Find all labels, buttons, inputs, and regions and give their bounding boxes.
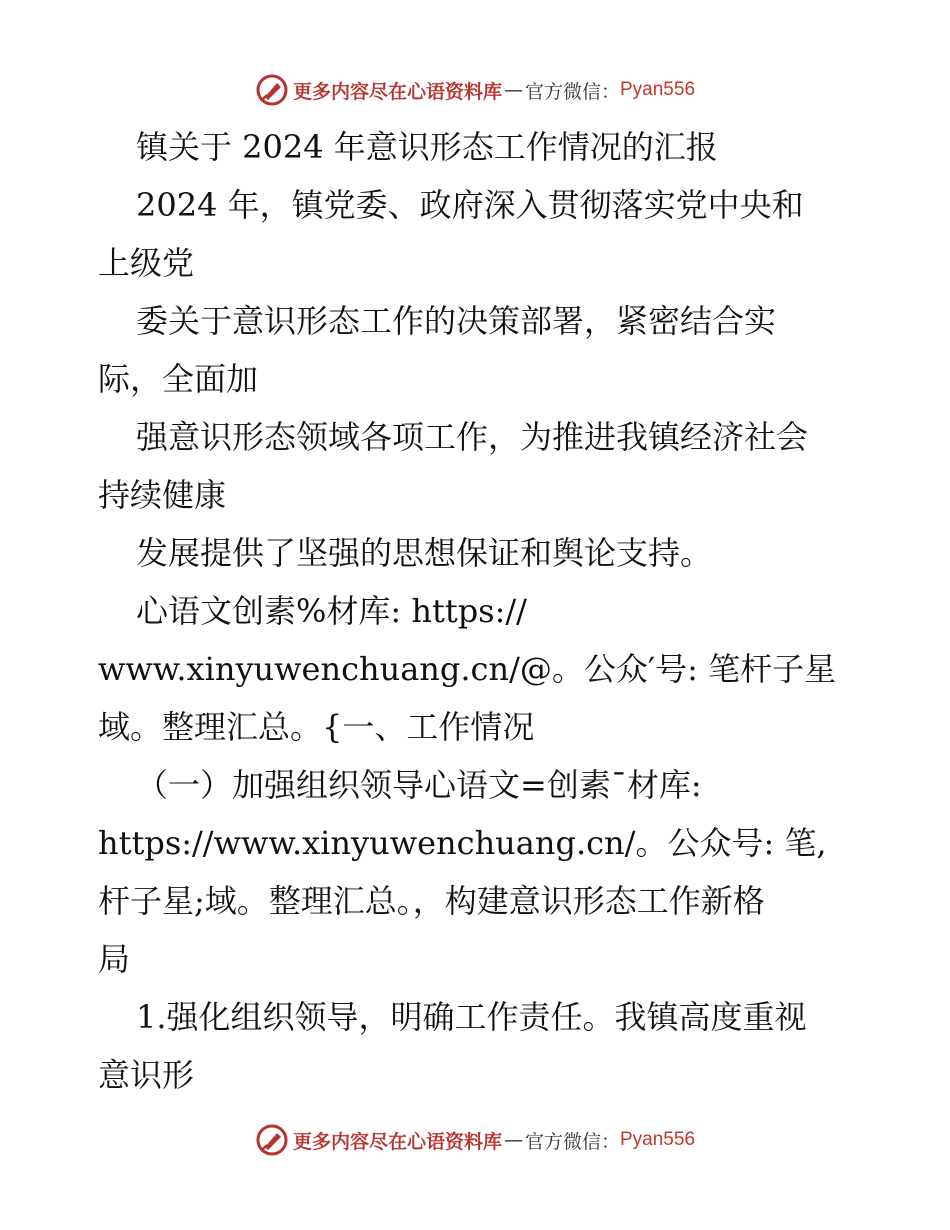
paragraph-line: 局	[98, 940, 131, 978]
paragraph-line: https://www.xinyuwenchuang.cn/。公众号: 笔,	[98, 824, 827, 862]
header-wechat-id: Pyan556	[620, 79, 696, 100]
footer-banner	[0, 1120, 950, 1160]
paragraph-line: 1.强化组织领导，明确工作责任。我镇高度重视	[136, 998, 807, 1036]
footer-wechat-id: Pyan556	[620, 1129, 696, 1150]
pen-nib-circle-icon	[255, 73, 289, 107]
paragraph-line: 杆子星;域。整理汇总。，构建意识形态工作新格	[98, 882, 765, 920]
paragraph-line: 强意识形态领域各项工作，为推进我镇经济社会	[136, 418, 809, 456]
header-official-label: 官方微信：	[524, 80, 620, 103]
header-brand-text: 更多内容尽在心语资料库	[292, 80, 502, 103]
paragraph-line: 上级党	[98, 244, 195, 282]
document-title: 镇关于 2024 年意识形态工作情况的汇报	[136, 128, 718, 166]
paragraph-line: 持续健康	[98, 476, 227, 514]
paragraph-line: 意识形	[98, 1056, 195, 1094]
section-heading: （一）加强组织领导心语文=创素¯材库:	[136, 766, 702, 804]
footer-dash: —	[503, 1129, 523, 1151]
footer-brand-text: 更多内容尽在心语资料库	[292, 1130, 502, 1153]
paragraph-line: www.xinyuwenchuang.cn/@。公众′号: 笔杆子星	[98, 650, 837, 688]
paragraph-line: 2024 年，镇党委、政府深入贯彻落实党中央和	[136, 186, 804, 224]
header-dash: —	[503, 79, 523, 101]
paragraph-line: 委关于意识形态工作的决策部署，紧密结合实	[136, 302, 777, 340]
paragraph-line: 发展提供了坚强的思想保证和舆论支持。	[136, 534, 713, 572]
paragraph-line: 际，全面加	[98, 360, 259, 398]
pen-nib-circle-icon	[255, 1123, 289, 1157]
footer-official-label: 官方微信：	[524, 1130, 620, 1153]
document-body	[98, 118, 868, 1104]
header-banner	[0, 70, 950, 110]
paragraph-line: 心语文创素%材库: https://	[136, 592, 527, 630]
paragraph-line: 域。整理汇总。{一、工作情况	[98, 708, 535, 746]
